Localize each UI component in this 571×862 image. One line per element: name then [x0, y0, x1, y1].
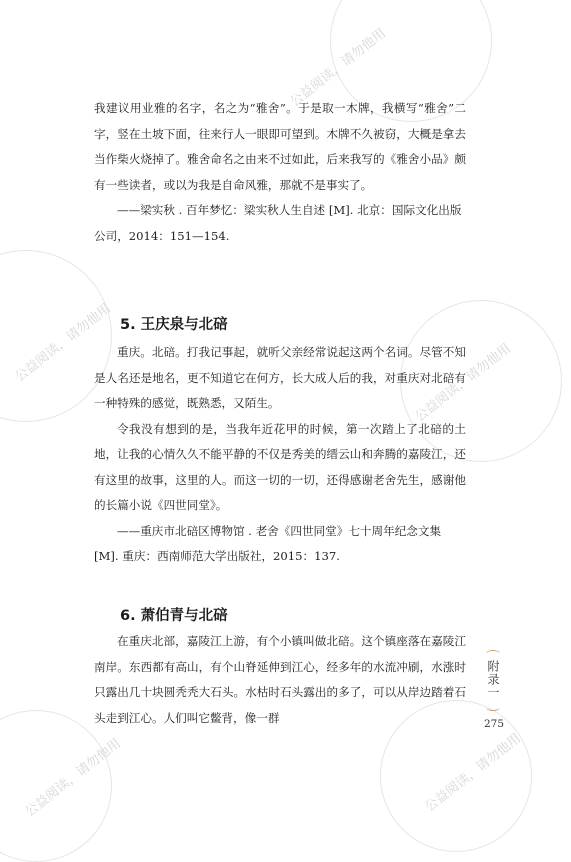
section-5-text-block [94, 340, 466, 570]
body-paragraph: 在重庆北部，嘉陵江上游，有个小镇叫做北碚。这个镇座落在嘉陵江南岸。东西都有高山，有个山脊延伸到江心，经多年的水流冲刷，水涨时只露出几十块圆秃秃大石头。水枯时石头露出的多了，可以从岸边踏着石头走到江心。人们叫它鳖背，像一群 [94, 634, 466, 725]
body-paragraph: 我建议用业雅的名字，名之为“雅舍”。于是取一木牌，我横写“雅舍”二字，竖在土坡下面，往来行人一眼即可望到。木牌不久被窃，大概是拿去当作柴火烧掉了。雅舍命名之由来不过如此，后来我写的《雅舍小品》颇有一些读者，或以为我是自命风雅，那就不是事实了。 [94, 101, 466, 192]
ornament-top [486, 650, 500, 657]
watermark-text: 公益阅读，请勿他用 [287, 26, 389, 110]
section-6-text-block [94, 629, 466, 731]
page-number: 275 [484, 718, 505, 730]
watermark-text: 公益阅读，请勿他用 [422, 731, 524, 815]
appendix-label: 附录一 [486, 660, 500, 699]
watermark-text: 公益阅读，请勿他用 [22, 736, 124, 820]
ornament-bottom [486, 704, 500, 711]
section-heading: 5. 王庆泉与北碚 [120, 317, 228, 333]
citation: ——重庆市北碚区博物馆 . 老舍《四世同堂》七十周年纪念文集 [M]. 重庆：西南师范大学出版社，2015：137. [94, 523, 442, 563]
watermark-text: 公益阅读，请勿他用 [12, 301, 114, 385]
top-text-block [94, 96, 466, 249]
body-paragraph: 重庆。北碚。打我记事起，就听父亲经常说起这两个名词。尽管不知是人名还是地名，更不知道它在何方，长大成人后的我，对重庆对北碚有一种特殊的感觉，既熟悉，又陌生。 [94, 345, 466, 410]
watermark-text: 公益阅读，请勿他用 [412, 341, 514, 425]
section-heading: 6. 萧伯青与北碚 [120, 608, 228, 624]
body-paragraph: 令我没有想到的是，当我年近花甲的时候，第一次踏上了北碚的土地，让我的心情久久不能平静的不仅是秀美的缙云山和奔腾的嘉陵江，还有这里的故事，这里的人。而这一切的一切，还得感谢老舍先生，感谢他的长篇小说《四世同堂》。 [94, 421, 466, 512]
citation: ——梁实秋 . 百年梦忆：梁实秋人生自述 [M]. 北京：国际文化出版公司，2014：151—154. [94, 203, 462, 243]
